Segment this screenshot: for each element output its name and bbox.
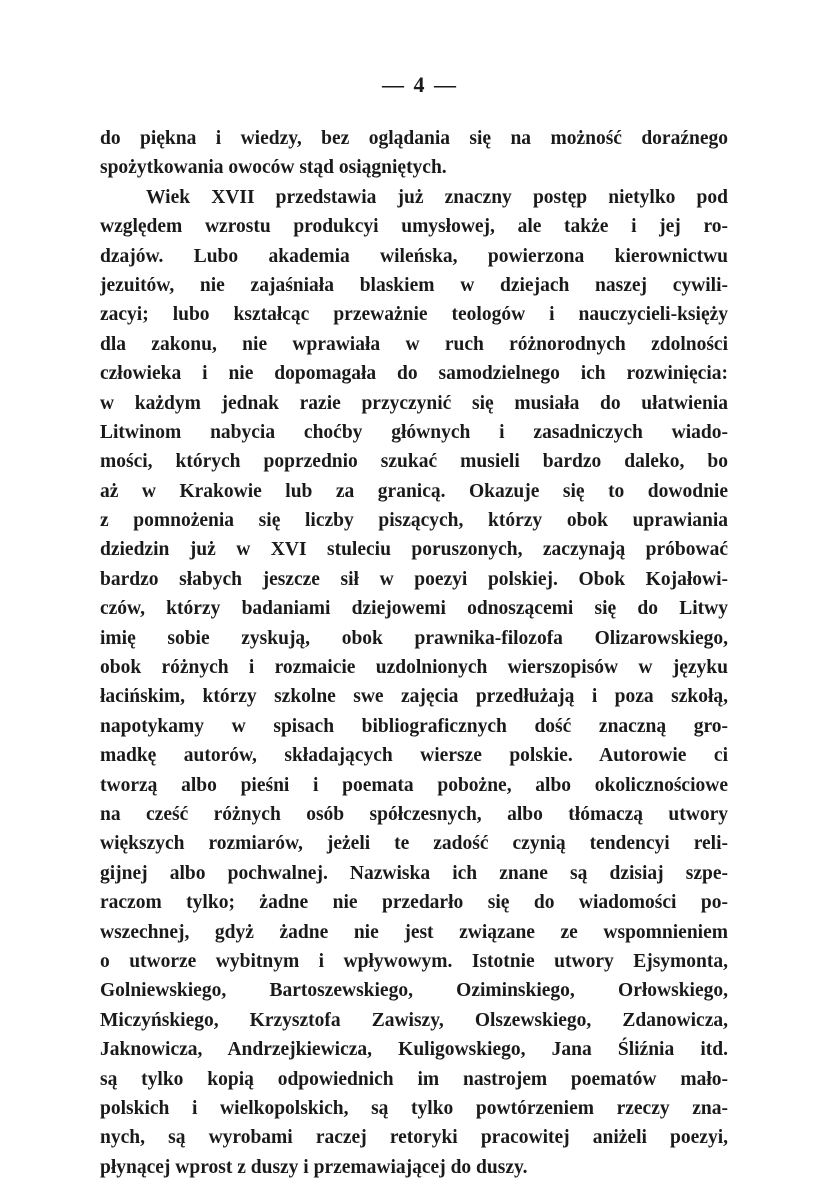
text-line: Miczyńskiego, Krzysztofa Zawiszy, Olszewskiego, Zdanowicza, — [100, 1009, 728, 1031]
text-line: w każdym jednak razie przyczynić się musiała do ułatwienia — [100, 392, 728, 414]
text-line: imię sobie zyskują, obok prawnika-filozofa Olizarowskiego, — [100, 627, 728, 649]
text-line: bardzo słabych jeszcze sił w poezyi polskiej. Obok Kojałowi- — [100, 568, 728, 590]
text-line: z pomnożenia się liczby piszących, którzy obok uprawiania — [100, 510, 728, 532]
text-line: zacyi; lubo kształcąc przeważnie teologów i nauczycieli-księży — [100, 304, 728, 326]
text-line: człowieka i nie dopomagała do samodzielnego ich rozwinięcia: — [100, 363, 728, 385]
text-line: obok różnych i rozmaicie uzdolnionych wierszopisów w języku — [100, 657, 728, 679]
text-line: nych, są wyrobami raczej retoryki pracowitej aniżeli poezyi, — [100, 1127, 728, 1149]
body-text — [100, 124, 728, 1182]
text-line: napotykamy w spisach bibliograficznych dość znaczną gro- — [100, 715, 728, 737]
text-line: dzajów. Lubo akademia wileńska, powierzona kierownictwu — [100, 245, 728, 267]
text-line: polskich i wielkopolskich, są tylko powtórzeniem rzeczy zna- — [100, 1097, 728, 1119]
text-line: mości, których poprzednio szukać musieli bardzo daleko, bo — [100, 451, 728, 473]
text-line: Wiek XVII przedstawia już znaczny postęp nietylko pod — [146, 186, 728, 208]
text-line: do piękna i wiedzy, bez oglądania się na możność doraźnego — [100, 128, 728, 149]
text-line: Golniewskiego, Bartoszewskiego, Oziminskiego, Orłowskiego, — [100, 980, 728, 1002]
text-line: względem wzrostu produkcyi umysłowej, ale także i jej ro- — [100, 216, 728, 238]
text-line: jezuitów, nie zajaśniała blaskiem w dziejach naszej cywili- — [100, 274, 728, 296]
text-line: tworzą albo pieśni i poemata pobożne, albo okolicznościowe — [100, 774, 728, 796]
text-line: na cześć różnych osób spółczesnych, albo tłómaczą utwory — [100, 803, 728, 825]
text-line: aż w Krakowie lub za granicą. Okazuje się to dowodnie — [100, 480, 728, 502]
text-line: Jaknowicza, Andrzejkiewicza, Kuligowskiego, Jana Śliźnia itd. — [100, 1039, 728, 1061]
text-line: płynącej wprost z duszy i przemawiającej do duszy. — [100, 1156, 528, 1178]
text-line: raczom tylko; żadne nie przedarło się do wiadomości po- — [100, 892, 728, 914]
text-line: madkę autorów, składających wiersze polskie. Autorowie ci — [100, 745, 728, 767]
text-line: dziedzin już w XVI stuleciu poruszonych, zaczynają próbować — [100, 539, 728, 561]
text-line: dla zakonu, nie wprawiała w ruch różnorodnych zdolności — [100, 333, 728, 355]
text-line: wszechnej, gdyż żadne nie jest związane ze wspomnieniem — [100, 921, 728, 943]
text-line: czów, którzy badaniami dziejowemi odnoszącemi się do Litwy — [100, 598, 728, 620]
text-line: Litwinom nabycia choćby głównych i zasadniczych wiado- — [100, 421, 728, 443]
text-line: gijnej albo pochwalnej. Nazwiska ich znane są dzisiaj szpe- — [100, 862, 728, 884]
text-line: większych rozmiarów, jeżeli te zadość czynią tendencyi reli- — [100, 833, 728, 855]
text-line: spożytkowania owoców stąd osiągniętych. — [100, 157, 447, 179]
text-line: o utworze wybitnym i wpływowym. Istotnie utwory Ejsymonta, — [100, 950, 728, 972]
page-number: — 4 — — [382, 72, 458, 97]
text-line: są tylko kopią odpowiednich im nastrojem poematów mało- — [100, 1068, 728, 1090]
text-line: łacińskim, którzy szkolne swe zajęcia przedłużają i poza szkołą, — [100, 686, 728, 708]
